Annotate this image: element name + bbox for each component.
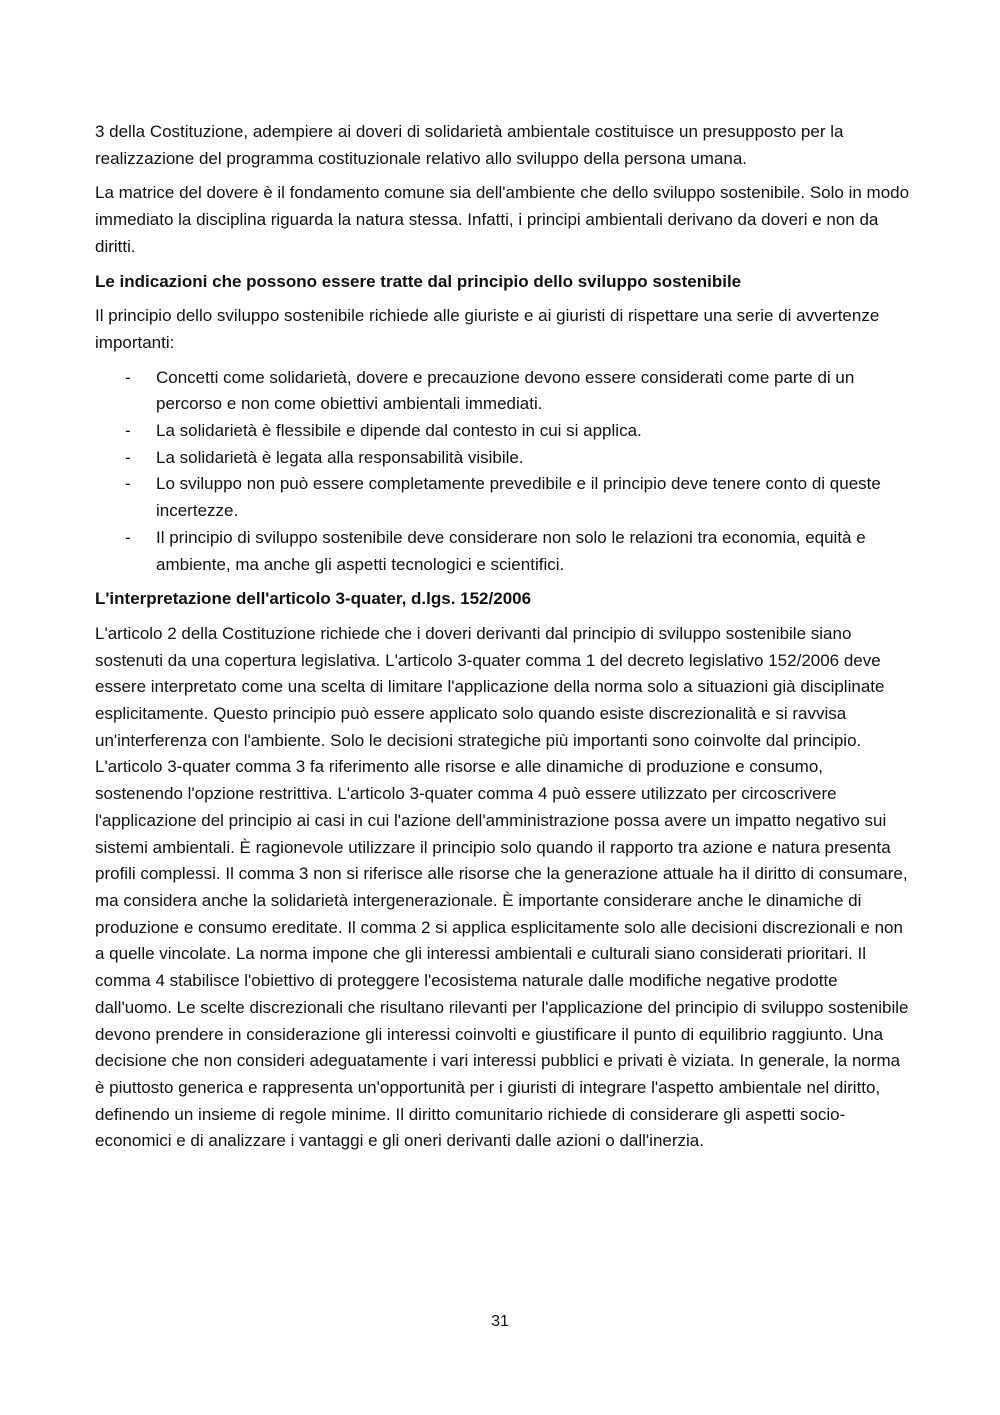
paragraph-intro: 3 della Costituzione, adempiere ai doveri di solidarietà ambientale costituisce un presupposto per la realizzazione del programma costituzionale relativo allo sviluppo della persona umana. [95, 122, 844, 168]
list-item-text: La solidarietà è legata alla responsabilità visibile. [156, 447, 524, 467]
list-item [95, 365, 910, 418]
list-item [95, 418, 910, 445]
list-item [95, 525, 910, 578]
bullet-dash: - [125, 474, 131, 494]
document-page [95, 119, 910, 1163]
page-number: 31 [491, 1313, 509, 1330]
paragraph-warnings-intro: Il principio dello sviluppo sostenibile richiede alle giuriste e ai giuristi di rispettare una serie di avvertenze importanti: [95, 306, 880, 352]
section-heading-interpretation: L'interpretazione dell'articolo 3-quater, d.lgs. 152/2006 [95, 589, 532, 609]
list-item [95, 445, 910, 472]
section-heading-indications: Le indicazioni che possono essere tratte dal principio dello sviluppo sostenibile [95, 271, 742, 291]
list-item [95, 471, 910, 524]
list-item-text: Concetti come solidarietà, dovere e precauzione devono essere considerati come parte di un percorso e non come obiettivi ambientali immediati. [156, 367, 855, 414]
list-item-text: Lo sviluppo non può essere completamente prevedibile e il principio deve tenere conto di queste incertezze. [156, 474, 881, 521]
list-item-text: La solidarietà è flessibile e dipende dal contesto in cui si applica. [156, 421, 642, 441]
bullet-dash: - [125, 421, 131, 441]
list-item-text: Il principio di sviluppo sostenibile deve considerare non solo le relazioni tra economia, equità e ambiente, ma anche gli aspetti tecnologici e scientifici. [156, 527, 866, 574]
warnings-list [95, 365, 910, 579]
paragraph-duty-matrix: La matrice del dovere è il fondamento comune sia dell'ambiente che dello sviluppo sostenibile. Solo in modo immediato la disciplina riguarda la natura stessa. Infatti, i principi ambientali derivano da doveri e non da diritti. [95, 183, 910, 256]
bullet-dash: - [125, 367, 131, 387]
bullet-dash: - [125, 447, 131, 467]
bullet-dash: - [125, 527, 131, 547]
paragraph-interpretation-body: L'articolo 2 della Costituzione richiede che i doveri derivanti dal principio di sviluppo sostenibile siano sostenuti da una copertura legislativa. L'articolo 3-quater comma 1 del decreto legislativo 152/2006 deve essere interpretato come una scelta di limitare l'applicazione della norma solo a situazioni già disciplinate esplicitamente. Questo principio può essere applicato solo quando esiste discrezionalità e si ravvisa un'interferenza con l'ambiente. Solo le decisioni strategiche più importanti sono coinvolte dal principio. L'articolo 3-quater comma 3 fa riferimento alle risorse e alle dinamiche di produzione e consumo, sostenendo l'opzione restrittiva. L'articolo 3-quater comma 4 può essere utilizzato per circoscrivere l'applicazione del principio ai casi in cui l'azione dell'amministrazione possa avere un impatto negativo sui sistemi ambientali. È ragionevole utilizzare il principio solo quando il rapporto tra azione e natura presenta profili complessi. Il comma 3 non si riferisce alle risorse che la generazione attuale ha il diritto di consumare, ma considera anche la solidarietà intergenerazionale. È importante considerare anche le dinamiche di produzione e consumo ereditate. Il comma 2 si applica esplicitamente solo alle decisioni discrezionali e non a quelle vincolate. La norma impone che gli interessi ambientali e culturali siano considerati prioritari. Il comma 4 stabilisce l'obiettivo di proteggere l'ecosistema naturale dalle modifiche negative prodotte dall'uomo. Le scelte discrezionali che risultano rilevanti per l'applicazione del principio di sviluppo sostenibile devono prendere in considerazione gli interessi coinvolti e giustificare il punto di equilibrio raggiunto. Una decisione che non consideri adeguatamente i vari interessi pubblici e privati è viziata. In generale, la norma è piuttosto generica e rappresenta un'opportunità per i giuristi di integrare l'aspetto ambientale nel diritto, definendo un insieme di regole minime. Il diritto comunitario richiede di considerare gli aspetti socio-economici e di analizzare i vantaggi e gli oneri derivanti dalle azioni o dall'inerzia. [95, 623, 909, 1151]
